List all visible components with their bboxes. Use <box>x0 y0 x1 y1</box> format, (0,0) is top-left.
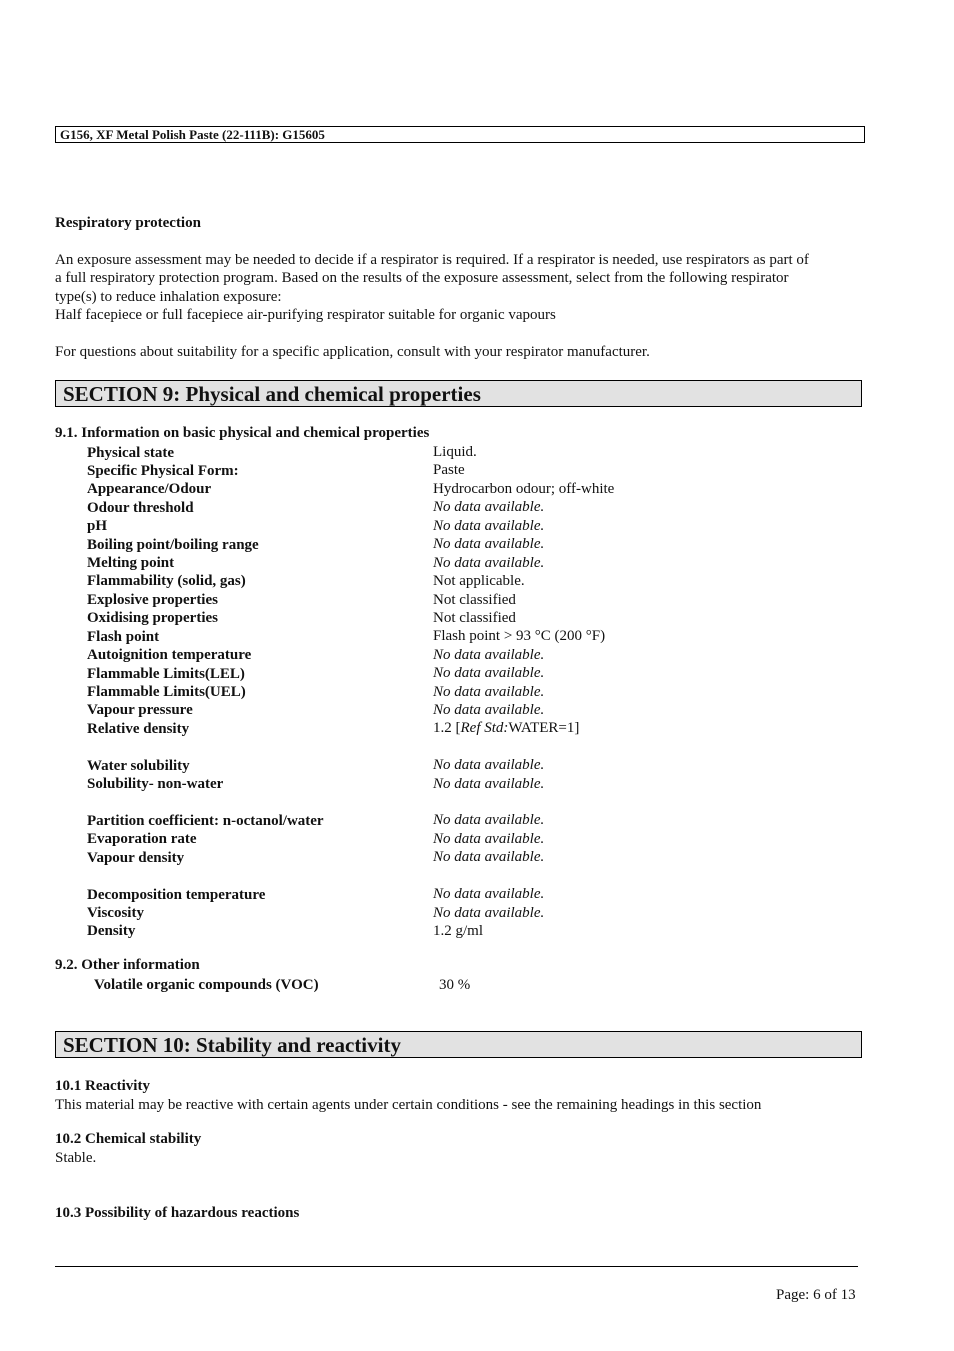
hazardous-reactions-heading: 10.3 Possibility of hazardous reactions <box>55 1205 300 1221</box>
property-value: Not applicable. <box>433 573 525 589</box>
property-value: Liquid. <box>433 444 477 460</box>
property-value: No data available. <box>433 684 545 700</box>
voc-label: Volatile organic compounds (VOC) <box>94 977 319 993</box>
property-value: No data available. <box>433 812 545 828</box>
property-label: Vapour density <box>87 850 185 866</box>
respiratory-para-line: a full respiratory protection program. Based on the results of the exposure assessment, select from the following respirator <box>55 270 789 286</box>
property-label: Solubility- non-water <box>87 776 224 792</box>
property-label: Viscosity <box>87 905 144 921</box>
property-value: No data available. <box>433 647 545 663</box>
reactivity-heading: 10.1 Reactivity <box>55 1078 150 1094</box>
property-label: Water solubility <box>87 758 190 774</box>
property-value: No data available. <box>433 905 545 921</box>
respiratory-heading: Respiratory protection <box>55 215 201 231</box>
property-value: No data available. <box>433 776 545 792</box>
property-value: No data available. <box>433 536 545 552</box>
property-label: Oxidising properties <box>87 610 218 626</box>
property-label: Flash point <box>87 629 160 645</box>
product-identifier: G156, XF Metal Polish Paste (22-111B): G15605 <box>60 127 325 142</box>
property-value: 1.2 g/ml <box>433 923 484 939</box>
section-9-heading <box>55 380 862 407</box>
property-label: Flammable Limits(UEL) <box>87 684 246 700</box>
property-label: Flammability (solid, gas) <box>87 573 246 589</box>
property-value: No data available. <box>433 886 545 902</box>
section-10-heading <box>55 1031 862 1058</box>
reactivity-text: This material may be reactive with certain agents under certain conditions - see the remaining headings in this section <box>55 1097 762 1113</box>
property-label: Appearance/Odour <box>87 481 212 497</box>
property-value: 1.2 [Ref Std:WATER=1] <box>433 720 580 736</box>
property-label: Odour threshold <box>87 500 194 516</box>
property-label: Vapour pressure <box>87 702 193 718</box>
respiratory-para-line: Half facepiece or full facepiece air-purifying respirator suitable for organic vapours <box>55 307 556 323</box>
property-label: Evaporation rate <box>87 831 197 847</box>
subsection-9-2-heading: 9.2. Other information <box>55 957 200 973</box>
property-value: Flash point > 93 °C (200 °F) <box>433 628 606 644</box>
respiratory-para-line: type(s) to reduce inhalation exposure: <box>55 289 282 305</box>
property-value: Not classified <box>433 592 516 608</box>
property-value: No data available. <box>433 757 545 773</box>
property-value: No data available. <box>433 665 545 681</box>
footer-divider <box>55 1266 858 1267</box>
property-value: Paste <box>433 462 465 478</box>
property-value: No data available. <box>433 518 545 534</box>
property-value: No data available. <box>433 555 545 571</box>
voc-value: 30 % <box>439 977 471 993</box>
respiratory-para-line: An exposure assessment may be needed to decide if a respirator is required. If a respirator is needed, use respirators as part of <box>55 252 809 268</box>
property-label: Melting point <box>87 555 175 571</box>
property-label: Relative density <box>87 721 190 737</box>
property-value: No data available. <box>433 831 545 847</box>
property-label: Explosive properties <box>87 592 218 608</box>
property-value: No data available. <box>433 702 545 718</box>
property-label: Physical state <box>87 445 175 461</box>
property-value: No data available. <box>433 849 545 865</box>
property-label: pH <box>87 518 108 534</box>
property-label: Partition coefficient: n-octanol/water <box>87 813 324 829</box>
property-label: Autoignition temperature <box>87 647 252 663</box>
document-header <box>55 126 865 143</box>
property-label: Flammable Limits(LEL) <box>87 666 245 682</box>
property-value: Not classified <box>433 610 516 626</box>
page-number: Page: 6 of 13 <box>776 1287 856 1303</box>
property-value: No data available. <box>433 499 545 515</box>
section-10-title: SECTION 10: Stability and reactivity <box>63 1033 401 1057</box>
chemical-stability-heading: 10.2 Chemical stability <box>55 1131 202 1147</box>
property-label: Boiling point/boiling range <box>87 537 259 553</box>
chemical-stability-text: Stable. <box>55 1150 97 1166</box>
property-label: Density <box>87 923 136 939</box>
property-label: Decomposition temperature <box>87 887 266 903</box>
subsection-9-1-heading: 9.1. Information on basic physical and chemical properties <box>55 425 430 441</box>
property-value: Hydrocarbon odour; off-white <box>433 481 615 497</box>
section-9-title: SECTION 9: Physical and chemical properties <box>63 382 481 406</box>
respirator-consult-note: For questions about suitability for a specific application, consult with your respirator manufacturer. <box>55 344 650 360</box>
property-label: Specific Physical Form: <box>87 463 239 479</box>
